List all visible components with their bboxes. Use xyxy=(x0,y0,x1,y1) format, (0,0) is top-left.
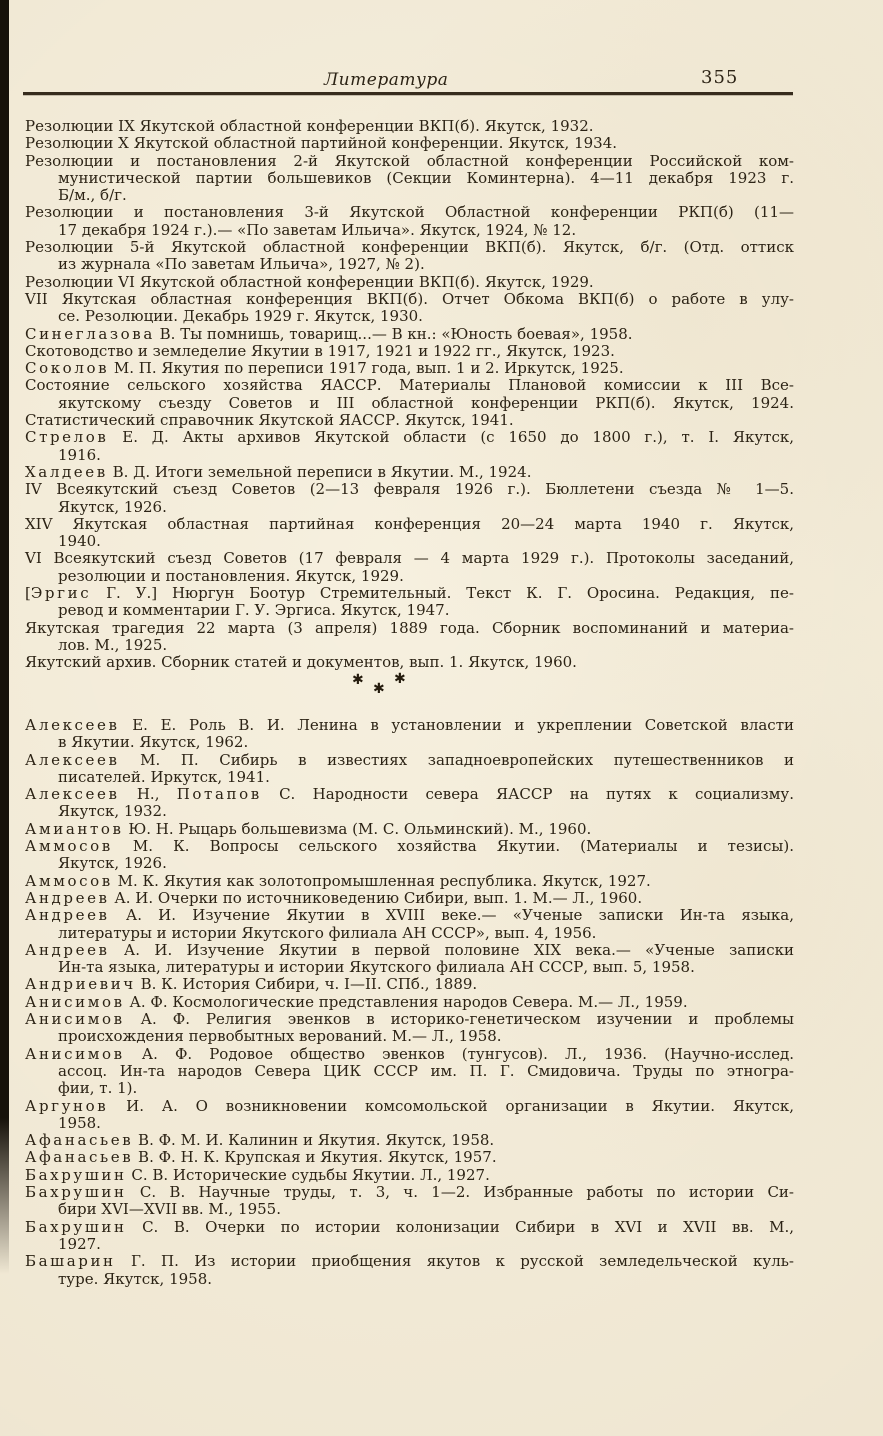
author-name: Аммосов xyxy=(25,871,113,890)
bibliography-entry xyxy=(25,1167,794,1184)
entry-text: туре. Якутск, 1958. xyxy=(58,1269,213,1288)
entry-text: Резолюции и постановления 3-й Якутской Областной конференции РКП(б) (11— xyxy=(25,203,794,222)
entry-line xyxy=(25,1098,794,1115)
entry-text: в Якутии. Якутск, 1962. xyxy=(58,733,249,752)
entry-line xyxy=(25,481,794,498)
author-name: Бахрушин xyxy=(25,1183,127,1202)
author-name: Алексеев xyxy=(25,785,120,804)
author-name: Стрелов xyxy=(25,428,109,447)
entry-text: IV Всеякутский съезд Советов (2—13 февраля 1926 г.). Бюллетени съезда № 1—5. xyxy=(25,480,794,499)
entry-line xyxy=(58,855,794,872)
entry-line xyxy=(25,239,794,256)
entry-line xyxy=(25,274,794,291)
entry-line xyxy=(58,602,794,619)
bibliography-entry xyxy=(25,890,794,907)
entry-line xyxy=(58,256,794,273)
scan-edge-shadow xyxy=(0,0,9,1300)
author-name: Аргунов xyxy=(25,1096,109,1115)
entry-text: се. Резолюции. Декабрь 1929 г. Якутск, 1930. xyxy=(58,307,423,326)
entry-text: якутскому съезду Советов и III областной конференции РКП(б). Якутск, 1924. xyxy=(58,393,794,412)
entry-text: VII Якутская областная конференция ВКП(б). Отчет Обкома ВКП(б) о работе в улу- xyxy=(25,289,794,308)
entry-line xyxy=(25,786,794,803)
author-name: Бахрушин xyxy=(25,1217,127,1236)
bibliography-entry xyxy=(25,821,794,838)
entry-line xyxy=(25,412,794,429)
entry-text: фии, т. 1). xyxy=(58,1079,138,1098)
entry-text: С. В. Исторические судьбы Якутии. Л., 1927. xyxy=(126,1165,490,1184)
bibliography-entry xyxy=(25,412,794,429)
entry-line xyxy=(25,343,794,360)
author-name: Халдеев xyxy=(25,462,108,481)
author-name: Синеглазова xyxy=(25,324,155,343)
entry-text: С. Народности севера ЯАССР на путях к социализму. xyxy=(261,785,794,804)
bibliography-entry xyxy=(25,153,794,205)
entry-text: ассоц. Ин-та народов Севера ЦИК СССР им. П. Г. Смидовича. Труды по этногра- xyxy=(58,1061,794,1080)
author-name: Башарин xyxy=(25,1252,116,1271)
entry-text: А. Ф. Космологические представления народов Севера. М.— Л., 1959. xyxy=(124,992,688,1011)
entry-text: В. Ты помнишь, товарищ...— В кн.: «Юность боевая», 1958. xyxy=(154,324,633,343)
entry-text: И. А. О возникновении комсомольской организации в Якутии. Якутск, xyxy=(108,1096,794,1115)
entry-text: XIV Якутская областная партийная конференция 20—24 марта 1940 г. Якутск, xyxy=(25,514,794,533)
entry-line xyxy=(25,907,794,924)
entry-text: резолюции и постановления. Якутск, 1929. xyxy=(58,566,404,585)
entry-line xyxy=(25,994,794,1011)
bibliography-entry xyxy=(25,118,794,135)
entry-line xyxy=(58,1063,794,1080)
entry-line xyxy=(25,118,794,135)
entry-text: Статистический справочник Якутской ЯАССР. Якутск, 1941. xyxy=(25,411,514,430)
author-name: Анисимов xyxy=(25,1044,125,1063)
bibliography-entry xyxy=(25,429,794,464)
entry-text: В. Ф. М. И. Калинин и Якутия. Якутск, 1958. xyxy=(133,1131,495,1150)
entry-text: Е. Д. Акты архивов Якутской области (с 1650 до 1800 г.), т. I. Якутск, xyxy=(108,428,794,447)
entry-line xyxy=(58,187,794,204)
entry-line xyxy=(25,360,794,377)
entry-line xyxy=(58,395,794,412)
bibliography-entry xyxy=(25,204,794,239)
author-name: Андреев xyxy=(25,888,110,907)
entry-text: А. И. Изучение Якутии в XVIII веке.— «Ученые записки Ин-та языка, xyxy=(109,906,794,925)
author-name: Аммосов xyxy=(25,837,113,856)
entry-line xyxy=(25,464,794,481)
bibliography-entry xyxy=(25,326,794,343)
entry-line xyxy=(25,942,794,959)
bibliography-entry xyxy=(25,343,794,360)
entry-text: С. В. Очерки по истории колонизации Сибири в XVI и XVII вв. М., xyxy=(126,1217,794,1236)
bibliography-entry xyxy=(25,838,794,873)
entry-line xyxy=(58,769,794,786)
entry-text: Резолюции VI Якутской областной конференции ВКП(б). Якутск, 1929. xyxy=(25,272,594,291)
entry-line xyxy=(58,959,794,976)
bibliography-entry xyxy=(25,907,794,942)
entry-line xyxy=(25,1167,794,1184)
bibliography-entry xyxy=(25,1011,794,1046)
running-head-title: Литература xyxy=(324,70,449,90)
header-rule xyxy=(23,92,793,95)
bibliography-entry xyxy=(25,1132,794,1149)
entry-line xyxy=(58,1271,794,1288)
bibliography-entry xyxy=(25,752,794,787)
entry-text: происхождения первобытных верований. М.— Л., 1958. xyxy=(58,1027,502,1046)
entry-line xyxy=(25,1011,794,1028)
entry-line xyxy=(58,925,794,942)
entry-text: 1916. xyxy=(58,445,101,464)
entry-text: Е. Е. Роль В. И. Ленина в установлении и укреплении Советской власти xyxy=(119,716,794,734)
entry-text: Состояние сельского хозяйства ЯАССР. Материалы Плановой комиссии к III Все- xyxy=(25,376,794,395)
entry-line xyxy=(25,654,794,671)
bibliography-entry xyxy=(25,516,794,551)
entry-text: Якутск, 1926. xyxy=(58,854,167,873)
bibliography-entry xyxy=(25,1253,794,1288)
bibliography-entry xyxy=(25,464,794,481)
entry-text: 1958. xyxy=(58,1113,101,1132)
entry-line xyxy=(25,838,794,855)
entry-text: Якутск, 1932. xyxy=(58,802,167,821)
entry-text: М. П. Якутия по переписи 1917 года, вып. 1 и 2. Иркутск, 1925. xyxy=(109,359,624,378)
entry-text: ревод и комментарии Г. У. Эргиса. Якутск, 1947. xyxy=(58,601,450,620)
bibliography-section-authors xyxy=(25,717,794,1288)
entry-text: лов. М., 1925. xyxy=(58,635,168,654)
bibliography-entry xyxy=(25,550,794,585)
author-name: Анисимов xyxy=(25,1010,125,1029)
bibliography-entry xyxy=(25,239,794,274)
entry-text: Якутская трагедия 22 марта (3 апреля) 1889 года. Сборник воспоминаний и материа- xyxy=(25,618,794,637)
entry-text: 1940. xyxy=(58,532,101,551)
author-name: Андриевич xyxy=(25,975,136,994)
entry-line xyxy=(25,1149,794,1166)
bibliography-entry xyxy=(25,620,794,655)
entry-text: Н., xyxy=(119,785,177,804)
bibliography-entry xyxy=(25,873,794,890)
entry-text: литературы и истории Якутского филиала АН СССР», вып. 4, 1956. xyxy=(58,923,597,942)
entry-line xyxy=(58,447,794,464)
entry-line xyxy=(25,204,794,221)
entry-line xyxy=(25,1132,794,1149)
entry-text: А. Ф. Религия эвенков в историко-генетическом изучении и проблемы xyxy=(124,1010,794,1029)
entry-line xyxy=(58,533,794,550)
bibliography-entry xyxy=(25,786,794,821)
entry-line xyxy=(25,326,794,343)
entry-text: С. В. Научные труды, т. 3, ч. 1—2. Избранные работы по истории Си- xyxy=(126,1183,794,1202)
bibliography-entry xyxy=(25,976,794,993)
entry-line xyxy=(25,291,794,308)
entry-text: М. К. Вопросы сельского хозяйства Якутии. (Материалы и тезисы). xyxy=(112,837,794,856)
entry-text: В. Ф. Н. К. Крупская и Якутия. Якутск, 1957. xyxy=(133,1148,497,1167)
entry-line xyxy=(58,637,794,654)
entry-text: 1927. xyxy=(58,1234,101,1253)
asterisk-icon: ✱ xyxy=(373,681,385,697)
entry-text: Якутск, 1926. xyxy=(58,497,167,516)
entry-line xyxy=(58,499,794,516)
entry-line xyxy=(58,1028,794,1045)
bibliography-entry xyxy=(25,1219,794,1254)
bibliography-entry xyxy=(25,377,794,412)
entry-line xyxy=(58,222,794,239)
author-name: Алексеев xyxy=(25,716,120,734)
author-name: Амиантов xyxy=(25,819,124,838)
entry-line xyxy=(58,568,794,585)
entry-line xyxy=(58,1080,794,1097)
entry-line xyxy=(25,1219,794,1236)
author-name: Анисимов xyxy=(25,992,125,1011)
author-name: Эргис xyxy=(30,584,92,603)
author-name: Бахрушин xyxy=(25,1165,127,1184)
bibliography-entry xyxy=(25,481,794,516)
entry-line xyxy=(58,1115,794,1132)
bibliography-entry xyxy=(25,942,794,977)
entry-text: М. П. Сибирь в известиях западноевропейских путешественников и xyxy=(119,750,794,769)
entry-text: Якутский архив. Сборник статей и документов, вып. 1. Якутск, 1960. xyxy=(25,653,577,672)
entry-line xyxy=(58,734,794,751)
entry-line xyxy=(25,1253,794,1270)
page-number: 355 xyxy=(701,67,739,88)
entry-line xyxy=(58,308,794,325)
entry-line xyxy=(25,717,794,734)
author-name: Андреев xyxy=(25,906,110,925)
entry-text: Скотоводство и земледелие Якутии в 1917, 1921 и 1922 гг., Якутск, 1923. xyxy=(25,341,615,360)
entry-line xyxy=(25,620,794,637)
bibliography-entry xyxy=(25,1184,794,1219)
bibliography-entry xyxy=(25,717,794,752)
author-name: Андреев xyxy=(25,940,110,959)
entry-line xyxy=(25,429,794,446)
author-name: Афанасьев xyxy=(25,1131,134,1150)
entry-line xyxy=(25,976,794,993)
bibliography-section-documents xyxy=(25,118,794,672)
bibliography-entry xyxy=(25,135,794,152)
entry-text: Г. У.] Нюргун Боотур Стремительный. Текст К. Г. Оросина. Редакция, пе- xyxy=(91,584,794,603)
bibliography-entry xyxy=(25,1046,794,1098)
bibliography-entry xyxy=(25,1149,794,1166)
entry-text: В. К. История Сибири, ч. I—II. СПб., 1889. xyxy=(135,975,478,994)
entry-text: Резолюции и постановления 2-й Якутской областной конференции Российской ком- xyxy=(25,151,794,170)
entry-line xyxy=(58,170,794,187)
entry-text: Резолюции 5-й Якутской областной конференции ВКП(б). Якутск, б/г. (Отд. оттиск xyxy=(25,238,794,257)
entry-text: VI Всеякутский съезд Советов (17 февраля — 4 марта 1929 г.). Протоколы заседаний, xyxy=(25,549,794,568)
asterisk-icon: ✱ xyxy=(352,672,364,688)
asterism-separator xyxy=(352,673,416,705)
bibliography-entry xyxy=(25,994,794,1011)
entry-line xyxy=(25,1184,794,1201)
bibliography-entry xyxy=(25,654,794,671)
entry-text: 17 декабря 1924 г.).— «По заветам Ильича». Якутск, 1924, № 12. xyxy=(58,220,577,239)
entry-line xyxy=(25,821,794,838)
bibliography-entry xyxy=(25,1098,794,1133)
author-name: Соколов xyxy=(25,359,110,378)
entry-text: бири XVI—XVII вв. М., 1955. xyxy=(58,1200,281,1219)
entry-text: А. Ф. Родовое общество эвенков (тунгусов). Л., 1936. (Научно-исслед. xyxy=(124,1044,794,1063)
bibliography-entry xyxy=(25,585,794,620)
entry-line xyxy=(25,890,794,907)
entry-line xyxy=(25,585,794,602)
entry-line xyxy=(58,1236,794,1253)
entry-line xyxy=(25,135,794,152)
author-name: Потапов xyxy=(176,785,262,804)
entry-text: Резолюции X Якутской областной партийной конференции. Якутск, 1934. xyxy=(25,134,618,153)
entry-text: Г. П. Из истории приобщения якутов к русской земледельческой куль- xyxy=(115,1252,794,1271)
entry-text: писателей. Иркутск, 1941. xyxy=(58,767,270,786)
author-name: Алексеев xyxy=(25,750,120,769)
bibliography-entry xyxy=(25,360,794,377)
entry-line xyxy=(25,516,794,533)
entry-text: из журнала «По заветам Ильича», 1927, № 2). xyxy=(58,255,425,274)
entry-line xyxy=(25,873,794,890)
entry-line xyxy=(25,752,794,769)
entry-text: В. Д. Итоги земельной переписи в Якутии. М., 1924. xyxy=(107,462,532,481)
entry-text: мунистической партии большевиков (Секции Коминтерна). 4—11 декабря 1923 г. xyxy=(58,168,794,187)
entry-line xyxy=(25,550,794,567)
entry-text: Б/м., б/г. xyxy=(58,186,127,205)
entry-text: А. И. Изучение Якутии в первой половине XIX века.— «Ученые записки xyxy=(109,940,794,959)
entry-text: Резолюции IX Якутской областной конференции ВКП(б). Якутск, 1932. xyxy=(25,117,594,135)
bibliography-entry xyxy=(25,274,794,291)
entry-line xyxy=(58,1201,794,1218)
entry-line xyxy=(58,803,794,820)
entry-text: М. К. Якутия как золотопромышленная республика. Якутск, 1927. xyxy=(112,871,651,890)
entry-line xyxy=(25,1046,794,1063)
entry-text: Ин-та языка, литературы и истории Якутского филиала АН СССР, вып. 5, 1958. xyxy=(58,958,695,977)
entry-line xyxy=(25,377,794,394)
asterisk-icon: ✱ xyxy=(394,671,406,687)
author-name: Афанасьев xyxy=(25,1148,134,1167)
entry-line xyxy=(25,153,794,170)
entry-text: А. И. Очерки по источниковедению Сибири, вып. 1. М.— Л., 1960. xyxy=(109,888,643,907)
entry-text: Ю. Н. Рыцарь большевизма (М. С. Ольминский). М., 1960. xyxy=(123,819,592,838)
bibliography-entry xyxy=(25,291,794,326)
entry-text: [ xyxy=(25,584,31,603)
